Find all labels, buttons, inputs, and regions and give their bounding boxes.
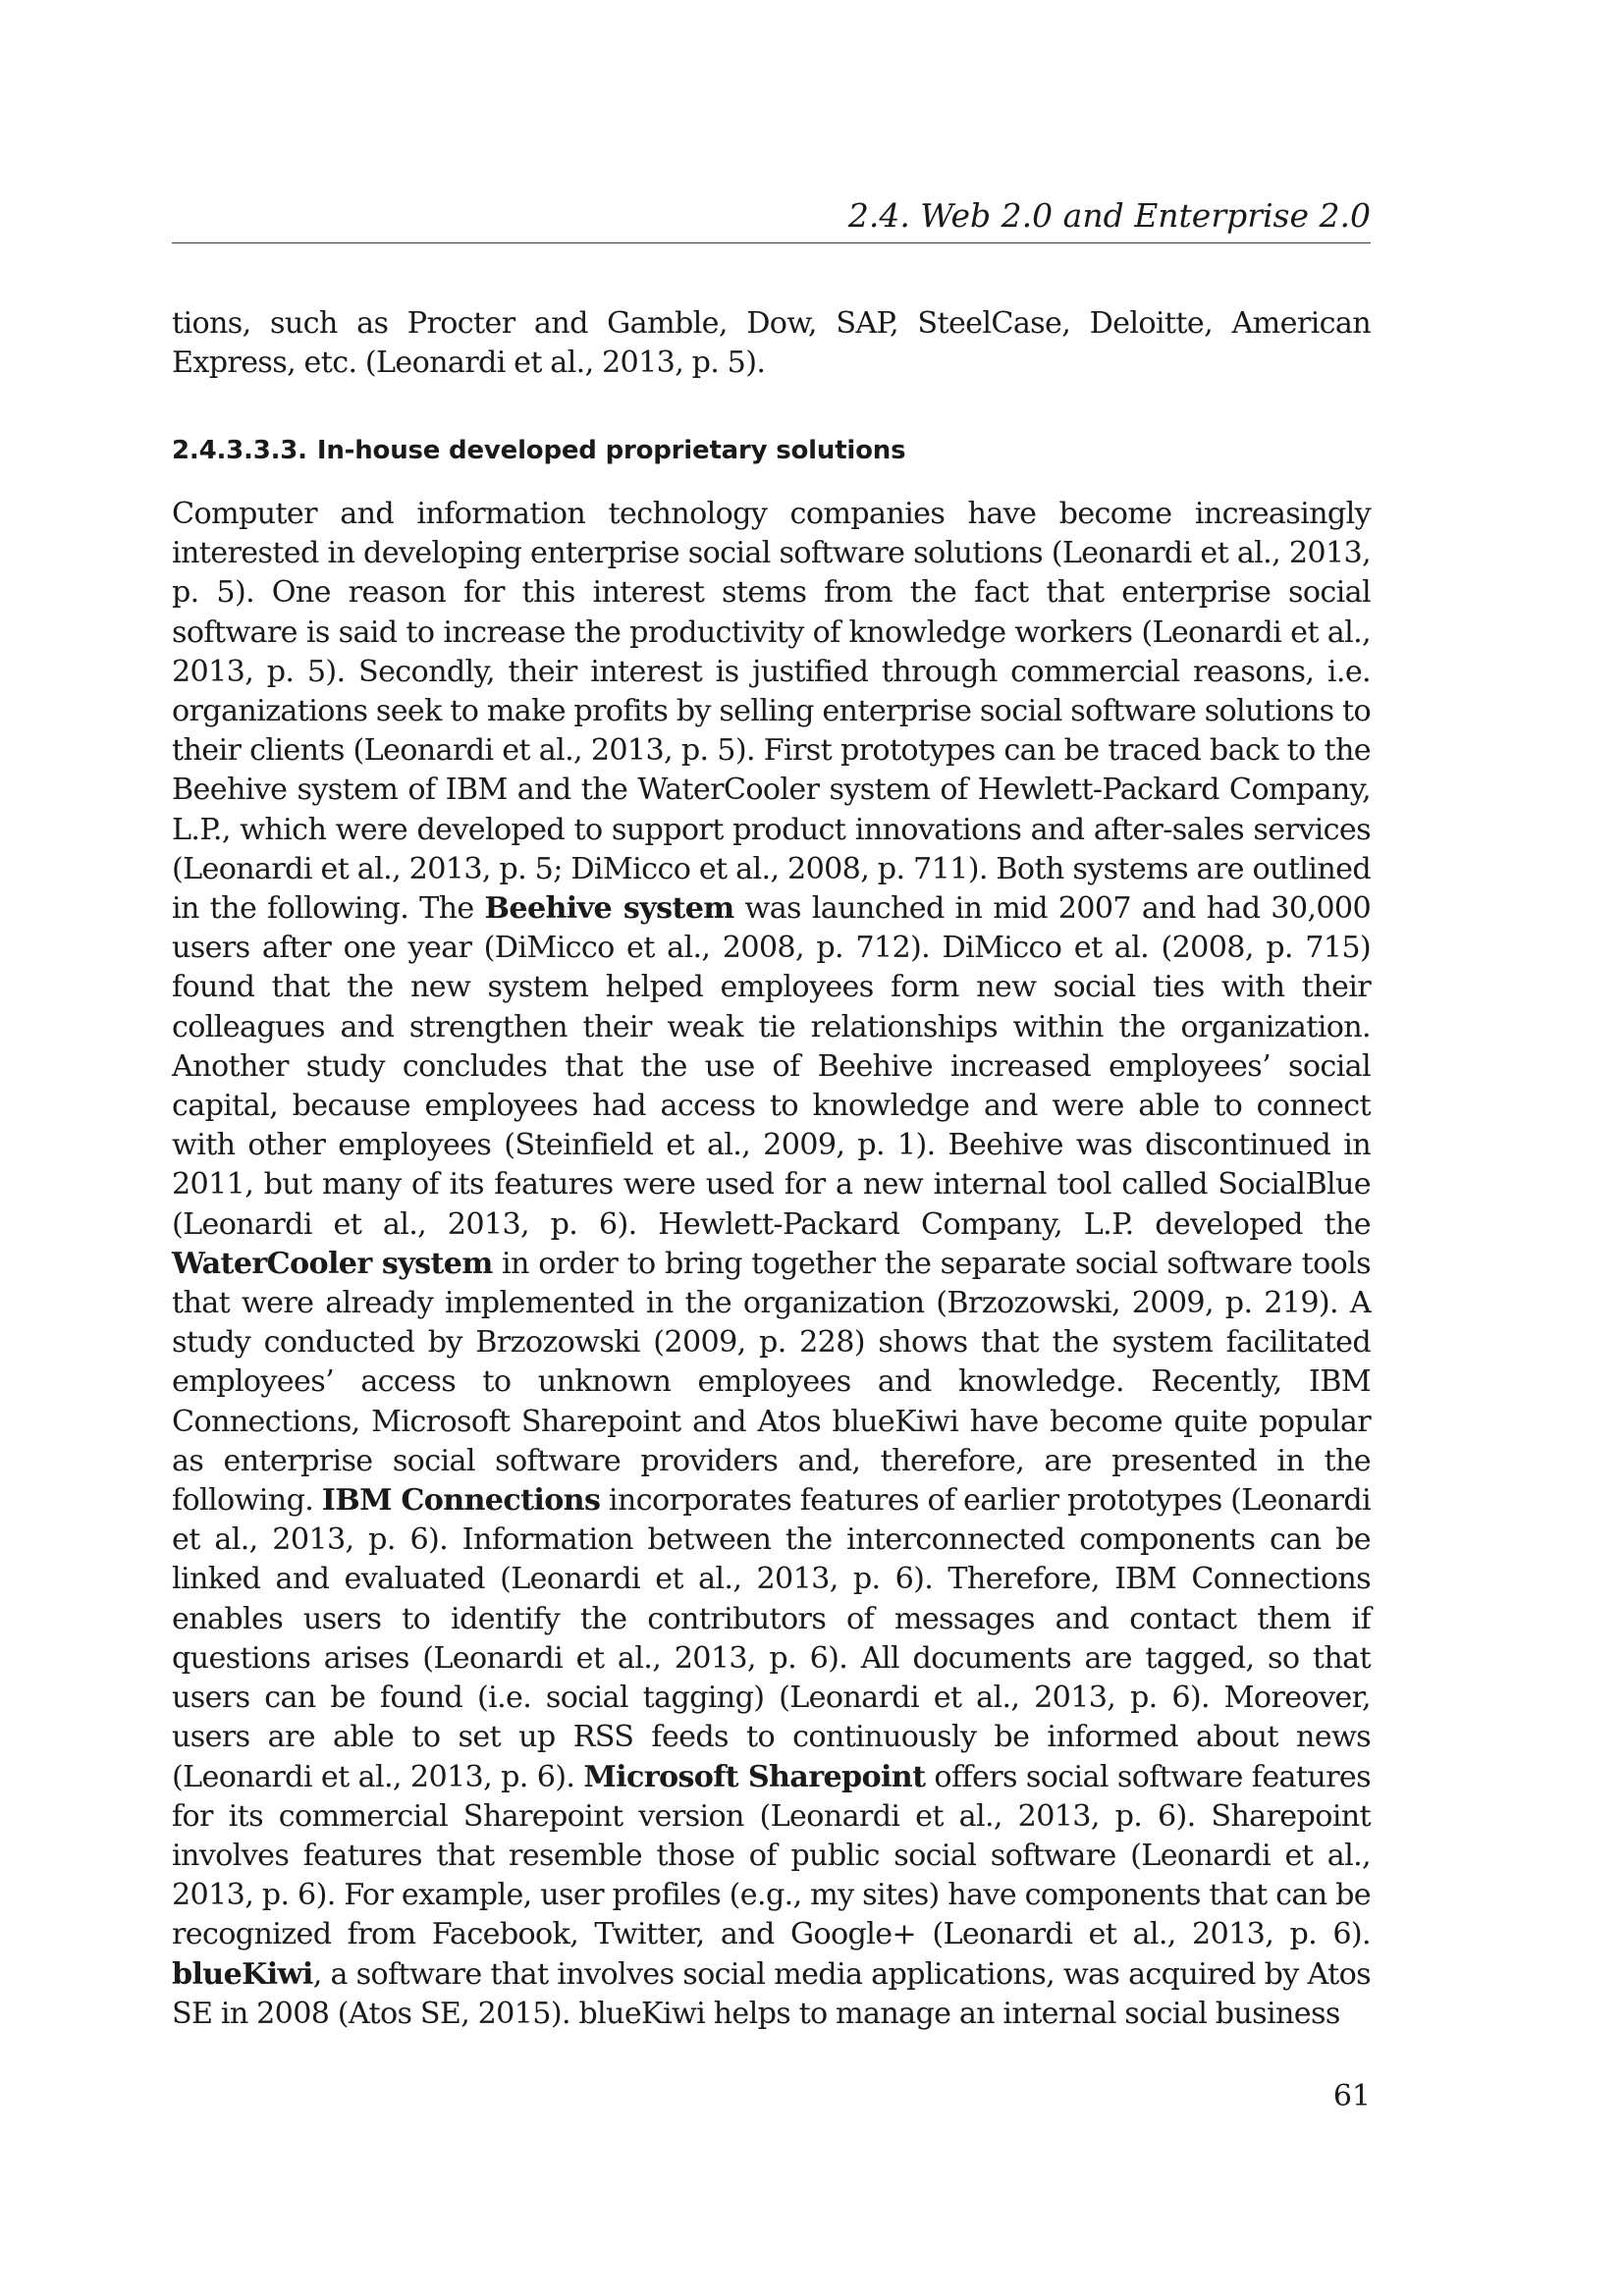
section-title: In-house developed proprietary solutions bbox=[316, 436, 906, 465]
paragraph-segment: incorporates features of earlier prototypes (Leonardi et al., 2013, p. 6). Information between the interconnected components can be linked and evaluated (Leonardi et al., 2013, p. 6). Therefore, IBM Connections enables users to identify the contributors of messages and contact them if questions arises (Leonardi et al., 2013, p. 6). All documents are tagged, so that users can be found (i.e. social tagging) (Leonardi et al., 2013, p. 6). Moreover, users are able to set up RSS feeds to continuously be informed about news (Leonardi et al., 2013, p. 6). bbox=[172, 1483, 1371, 1794]
running-title: 2.4. Web 2.0 and Enterprise 2.0 bbox=[847, 196, 1371, 235]
body-paragraph bbox=[172, 495, 1371, 2034]
running-header bbox=[172, 196, 1371, 243]
term-ibm-connections: IBM Connections bbox=[321, 1483, 601, 1519]
paragraph-segment: Computer and information technology companies have become increasingly interested in developing enterprise social software solutions (Leonardi et al., 2013, p. 5). One reason for this interest stems from the fact that enterprise social software is said to increase the productivity of knowledge workers (Leonardi et al., 2013, p. 5). Secondly, their interest is justified through commercial reasons, i.e. organizations seek to make profits by selling enterprise social software solutions to their clients (Leonardi et al., 2013, p. 5). First prototypes can be traced back to the Beehive system of IBM and the WaterCooler system of Hewlett-Packard Company, L.P., which were developed to support product innovations and after-sales services (Leonardi et al., 2013, p. 5; DiMicco et al., 2008, p. 711). Both systems are outlined in the following. The bbox=[172, 497, 1371, 927]
term-microsoft-sharepoint: Microsoft Sharepoint bbox=[583, 1759, 926, 1794]
term-watercooler: WaterCooler system bbox=[172, 1246, 493, 1281]
paragraph-segment: in order to bring together the separate social software tools that were already implemented in the organization (Brzozowski, 2009, p. 219). A study conducted by Brzozowski (2009, p. 228) shows that the system facilitated employees’ access to unknown employees and knowledge. Recently, IBM Connections, Microsoft Sharepoint and Atos blueKiwi have become quite popular as enterprise social software providers and, therefore, are presented in the following. bbox=[172, 1246, 1371, 1519]
term-bluekiwi: blueKiwi bbox=[172, 1956, 313, 1992]
continuation-paragraph: tions, such as Procter and Gamble, Dow, SAP, SteelCase, Deloitte, American Express, etc. (Leonardi et al., 2013, p. 5). bbox=[172, 306, 1371, 381]
page-number: 61 bbox=[1332, 2079, 1371, 2113]
paragraph-segment: was launched in mid 2007 and had 30,000 users after one year (DiMicco et al., 2008, p. 712). DiMicco et al. (2008, p. 715) found that the new system helped employees form new social ties with their colleagues and strengthen their weak tie relationships within the organization. Another study concludes that the use of Beehive increased employees’ social capital, because employees had access to knowledge and were able to connect with other employees (Steinfield et al., 2009, p. 1). Beehive was discontinued in 2011, but many of its features were used for a new internal tool called SocialBlue (Leonardi et al., 2013, p. 6). Hewlett-Packard Company, L.P. developed the bbox=[172, 891, 1371, 1242]
paragraph-segment: offers social software features for its commercial Sharepoint version (Leonardi et al., 2013, p. 6). Sharepoint involves features that resemble those of public social software (Leonardi et al., 2013, p. 6). For example, user profiles (e.g., my sites) have components that can be recognized from Facebook, Twitter, and Google+ (Leonardi et al., 2013, p. 6). bbox=[172, 1759, 1371, 1952]
paragraph-segment: , a software that involves social media applications, was acquired by Atos SE in 2008 (Atos SE, 2015). blueKiwi helps to manage an internal social business bbox=[172, 1956, 1371, 2031]
section-heading bbox=[172, 434, 1371, 467]
section-number: 2.4.3.3.3. bbox=[172, 436, 307, 465]
term-beehive: Beehive system bbox=[484, 891, 734, 927]
